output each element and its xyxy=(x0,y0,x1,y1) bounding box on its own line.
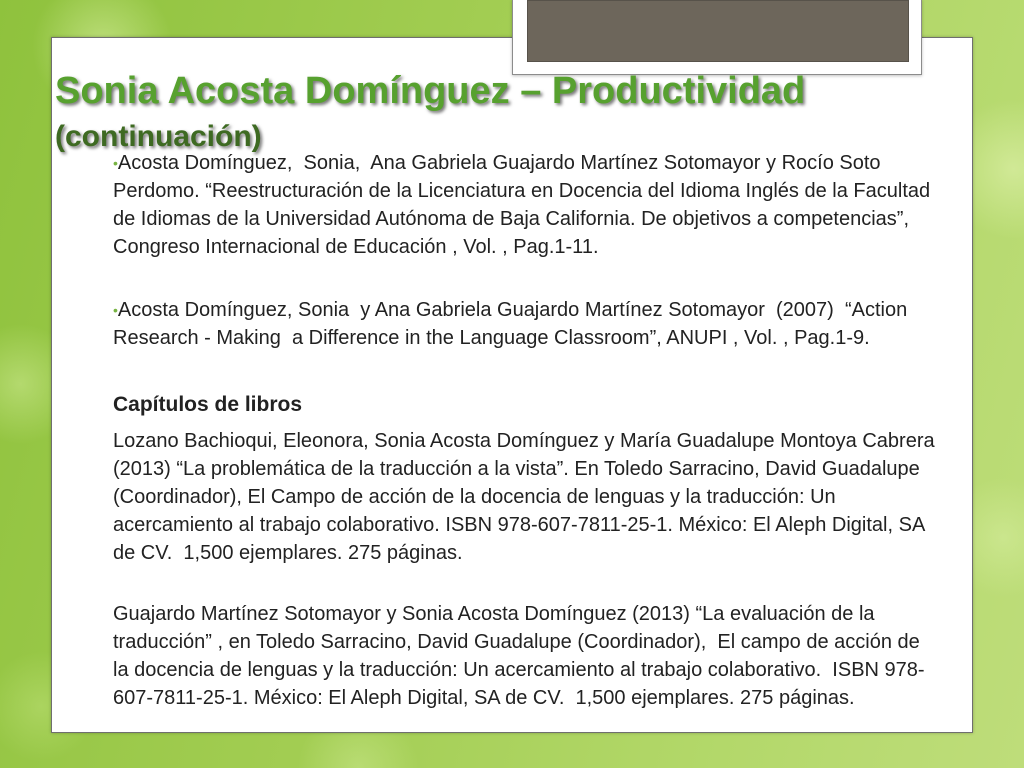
entry-line-text: Acosta Domínguez, Sonia y Ana Gabriela Guajardo Martínez Sotomayor (2007) “Action xyxy=(117,299,908,321)
entry-line-text: acercamiento al trabajo colaborativo. ISBN 978-607-7811-25-1. México: El Aleph Digital, SA xyxy=(113,514,926,536)
entry-line-text: Congreso Internacional de Educación , Vol. , Pag.1-11. xyxy=(113,236,599,258)
entry-line xyxy=(113,656,925,684)
entry-line xyxy=(113,233,930,261)
entry-line-text: Lozano Bachioqui, Eleonora, Sonia Acosta Domínguez y María Guadalupe Montoya Cabrera xyxy=(113,430,935,452)
photo-frame xyxy=(512,0,922,75)
entry-line xyxy=(113,205,930,233)
entry-line-text: la docencia de lenguas y la traducción: Un acercamiento al trabajo colaborativo. ISBN 978- xyxy=(113,659,925,681)
entry-line-text: (Coordinador), El Campo de acción de la docencia de lenguas y la traducción: Un xyxy=(113,486,836,508)
entry-line-text: traducción” , en Toledo Sarracino, David Guadalupe (Coordinador), El campo de acción de xyxy=(113,631,920,653)
entry-line xyxy=(113,511,935,539)
section-heading: Capítulos de libros xyxy=(113,393,303,416)
entry-line xyxy=(113,177,930,205)
title-main: Sonia Acosta Domínguez – Productividad xyxy=(55,70,806,112)
entry-line xyxy=(113,296,907,324)
entry-line xyxy=(113,539,935,567)
entry-line xyxy=(113,628,925,656)
entry-line-text: de Idiomas de la Universidad Autónoma de Baja California. De objetivos a competencias”, xyxy=(113,208,909,230)
entry-line-text: de CV. 1,500 ejemplares. 275 páginas. xyxy=(113,542,463,564)
entry-line xyxy=(113,427,935,455)
chapter-entry xyxy=(113,427,935,567)
entry-line xyxy=(113,483,935,511)
entry-line xyxy=(113,324,907,352)
chapter-entry xyxy=(113,600,925,712)
entry-line xyxy=(113,600,925,628)
entry-line-text: Research - Making a Difference in the Language Classroom”, ANUPI , Vol. , Pag.1-9. xyxy=(113,327,870,349)
entry-line-text: (2013) “La problemática de la traducción a la vista”. En Toledo Sarracino, David Guadalupe xyxy=(113,458,920,480)
bullet-marker: • xyxy=(113,155,118,171)
entry-line xyxy=(113,149,930,177)
title-continuation: (continuación) xyxy=(55,120,262,153)
article-entry xyxy=(113,149,930,261)
entry-line xyxy=(113,455,935,483)
entry-line-text: Perdomo. “Reestructuración de la Licenciatura en Docencia del Idioma Inglés de la Facultad xyxy=(113,180,931,202)
bullet-marker: • xyxy=(113,302,118,318)
entry-line-text: Guajardo Martínez Sotomayor y Sonia Acosta Domínguez (2013) “La evaluación de la xyxy=(113,603,875,625)
entry-line-text: Acosta Domínguez, Sonia, Ana Gabriela Guajardo Martínez Sotomayor y Rocío Soto xyxy=(117,152,881,174)
slide-title xyxy=(55,69,805,154)
article-entry xyxy=(113,296,907,352)
entry-line-text: 607-7811-25-1. México: El Aleph Digital, SA de CV. 1,500 ejemplares. 275 páginas. xyxy=(113,687,855,709)
photo-placeholder xyxy=(527,0,909,62)
entry-line xyxy=(113,684,925,712)
